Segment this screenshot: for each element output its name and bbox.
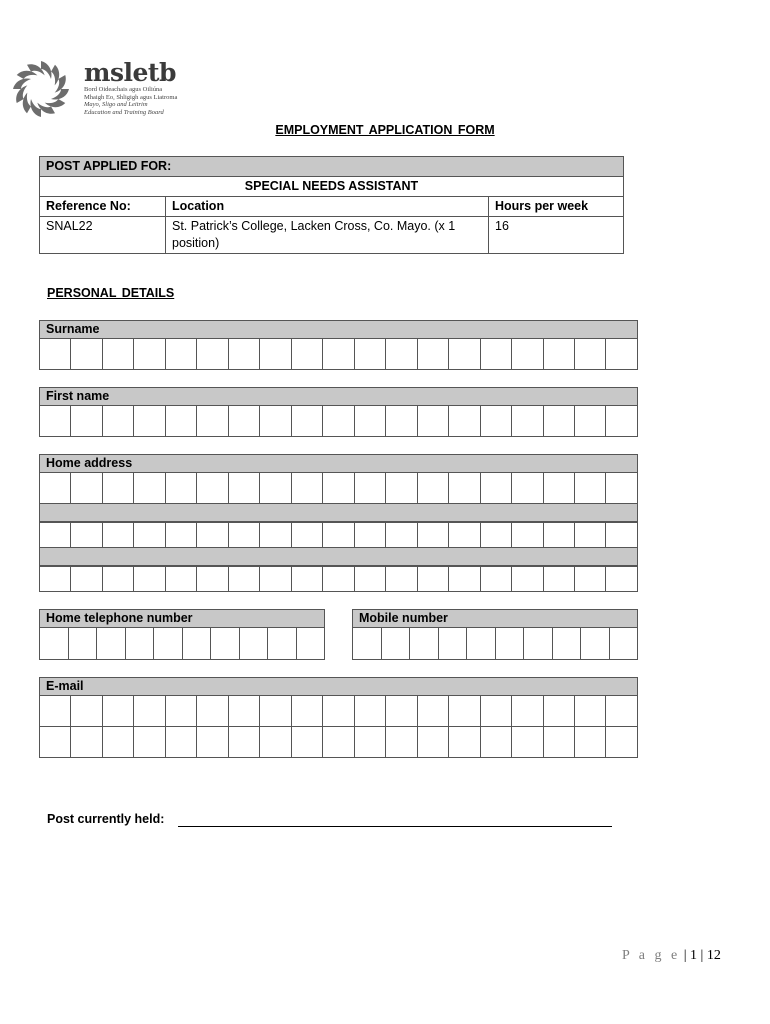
mobile-input[interactable] <box>352 628 638 660</box>
char-box[interactable] <box>166 696 197 727</box>
first-name-input[interactable] <box>39 406 638 437</box>
char-box[interactable] <box>544 696 575 727</box>
email-input-line-1[interactable] <box>39 696 638 727</box>
char-box[interactable] <box>606 522 637 548</box>
char-box[interactable] <box>134 726 165 758</box>
page-separator: | <box>680 948 691 963</box>
char-box[interactable] <box>610 628 639 660</box>
char-box[interactable] <box>40 522 71 548</box>
char-box[interactable] <box>481 406 512 437</box>
personal-details-title: PERSONAL DETAILS <box>47 286 175 300</box>
char-box[interactable] <box>103 473 134 504</box>
char-box[interactable] <box>323 522 354 548</box>
char-box[interactable] <box>40 339 71 370</box>
mobile-label: Mobile number <box>352 609 638 628</box>
char-box[interactable] <box>575 522 606 548</box>
post-currently-held-label: Post currently held: <box>47 812 165 826</box>
char-box[interactable] <box>355 406 386 437</box>
char-box[interactable] <box>386 696 417 727</box>
char-box[interactable] <box>575 566 606 592</box>
char-box[interactable] <box>292 339 323 370</box>
char-box[interactable] <box>166 522 197 548</box>
page-number <box>622 948 721 964</box>
char-box[interactable] <box>382 628 411 660</box>
char-box[interactable] <box>575 696 606 727</box>
char-box[interactable] <box>260 473 291 504</box>
address-separator <box>39 503 638 522</box>
char-box[interactable] <box>575 473 606 504</box>
post-currently-held-input[interactable] <box>178 826 612 827</box>
post-applied-table <box>39 156 624 254</box>
char-box[interactable] <box>229 696 260 727</box>
char-box[interactable] <box>40 726 71 758</box>
home-telephone-label: Home telephone number <box>39 609 325 628</box>
char-box[interactable] <box>292 566 323 592</box>
char-box[interactable] <box>418 473 449 504</box>
char-box[interactable] <box>575 726 606 758</box>
char-box[interactable] <box>553 628 582 660</box>
char-box[interactable] <box>71 522 102 548</box>
char-box[interactable] <box>449 726 480 758</box>
reference-header: Reference No: <box>40 197 166 217</box>
char-box[interactable] <box>481 339 512 370</box>
char-box[interactable] <box>71 339 102 370</box>
char-box[interactable] <box>606 696 637 727</box>
home-address-line-2[interactable] <box>39 522 638 548</box>
char-box[interactable] <box>260 522 291 548</box>
char-box[interactable] <box>355 696 386 727</box>
logo-name: msletb <box>84 58 176 87</box>
char-box[interactable] <box>355 566 386 592</box>
email-label: E-mail <box>39 677 638 696</box>
char-box[interactable] <box>240 628 269 660</box>
char-box[interactable] <box>229 473 260 504</box>
char-box[interactable] <box>197 696 228 727</box>
reference-value: SNAL22 <box>40 217 166 254</box>
char-box[interactable] <box>297 628 326 660</box>
char-box[interactable] <box>126 628 155 660</box>
char-box[interactable] <box>481 696 512 727</box>
char-box[interactable] <box>355 473 386 504</box>
home-address-label: Home address <box>39 454 638 473</box>
char-box[interactable] <box>197 406 228 437</box>
char-box[interactable] <box>449 339 480 370</box>
char-box[interactable] <box>69 628 98 660</box>
char-box[interactable] <box>386 566 417 592</box>
char-box[interactable] <box>512 406 543 437</box>
char-box[interactable] <box>197 473 228 504</box>
char-box[interactable] <box>323 566 354 592</box>
char-box[interactable] <box>496 628 525 660</box>
char-box[interactable] <box>197 522 228 548</box>
char-box[interactable] <box>134 406 165 437</box>
char-box[interactable] <box>512 696 543 727</box>
char-box[interactable] <box>292 726 323 758</box>
form-title: EMPLOYMENT APPLICATION FORM <box>275 123 495 137</box>
char-box[interactable] <box>197 726 228 758</box>
char-box[interactable] <box>103 696 134 727</box>
char-box[interactable] <box>292 696 323 727</box>
char-box[interactable] <box>481 726 512 758</box>
char-box[interactable] <box>229 522 260 548</box>
char-box[interactable] <box>386 473 417 504</box>
char-box[interactable] <box>229 339 260 370</box>
char-box[interactable] <box>40 473 71 504</box>
char-box[interactable] <box>544 566 575 592</box>
char-box[interactable] <box>449 696 480 727</box>
char-box[interactable] <box>166 566 197 592</box>
char-box[interactable] <box>268 628 297 660</box>
char-box[interactable] <box>71 566 102 592</box>
char-box[interactable] <box>292 406 323 437</box>
char-box[interactable] <box>512 339 543 370</box>
char-box[interactable] <box>467 628 496 660</box>
char-box[interactable] <box>260 566 291 592</box>
char-box[interactable] <box>418 406 449 437</box>
home-telephone-input[interactable] <box>39 628 325 660</box>
char-box[interactable] <box>606 566 637 592</box>
logo-subtitle: Bord Oideachais agus Oiliúna Mhaigh Eo, Shligigh agus Liatroma Mayo, Sligo and Leitrim Education and Training Board <box>84 86 178 116</box>
char-box[interactable] <box>581 628 610 660</box>
char-box[interactable] <box>103 406 134 437</box>
char-box[interactable] <box>71 696 102 727</box>
char-box[interactable] <box>71 406 102 437</box>
email-input-line-2[interactable] <box>39 726 638 758</box>
char-box[interactable] <box>40 628 69 660</box>
location-header: Location <box>166 197 489 217</box>
char-box[interactable] <box>481 473 512 504</box>
char-box[interactable] <box>183 628 212 660</box>
char-box[interactable] <box>575 406 606 437</box>
char-box[interactable] <box>154 628 183 660</box>
char-box[interactable] <box>386 522 417 548</box>
char-box[interactable] <box>134 339 165 370</box>
home-address-line-3[interactable] <box>39 566 638 592</box>
post-applied-heading: POST APPLIED FOR: <box>40 157 624 177</box>
char-box[interactable] <box>544 406 575 437</box>
char-box[interactable] <box>418 339 449 370</box>
hours-value: 16 <box>489 217 624 254</box>
char-box[interactable] <box>512 566 543 592</box>
char-box[interactable] <box>260 696 291 727</box>
char-box[interactable] <box>544 726 575 758</box>
char-box[interactable] <box>260 406 291 437</box>
char-box[interactable] <box>418 726 449 758</box>
char-box[interactable] <box>134 566 165 592</box>
char-box[interactable] <box>512 473 543 504</box>
char-box[interactable] <box>418 522 449 548</box>
char-box[interactable] <box>449 406 480 437</box>
char-box[interactable] <box>40 566 71 592</box>
char-box[interactable] <box>71 726 102 758</box>
char-box[interactable] <box>166 473 197 504</box>
char-box[interactable] <box>449 473 480 504</box>
char-box[interactable] <box>606 339 637 370</box>
char-box[interactable] <box>355 522 386 548</box>
char-box[interactable] <box>229 726 260 758</box>
char-box[interactable] <box>166 339 197 370</box>
char-box[interactable] <box>323 473 354 504</box>
char-box[interactable] <box>229 406 260 437</box>
char-box[interactable] <box>544 522 575 548</box>
hours-header: Hours per week <box>489 197 624 217</box>
surname-input[interactable] <box>39 339 638 370</box>
char-box[interactable] <box>134 473 165 504</box>
char-box[interactable] <box>292 522 323 548</box>
char-box[interactable] <box>355 339 386 370</box>
char-box[interactable] <box>260 726 291 758</box>
page-total: 12 <box>706 948 721 963</box>
char-box[interactable] <box>134 522 165 548</box>
home-address-line-1[interactable] <box>39 473 638 504</box>
char-box[interactable] <box>606 406 637 437</box>
char-box[interactable] <box>103 522 134 548</box>
char-box[interactable] <box>260 339 291 370</box>
char-box[interactable] <box>197 566 228 592</box>
char-box[interactable] <box>292 473 323 504</box>
char-box[interactable] <box>323 696 354 727</box>
char-box[interactable] <box>481 566 512 592</box>
char-box[interactable] <box>166 726 197 758</box>
char-box[interactable] <box>575 339 606 370</box>
char-box[interactable] <box>323 726 354 758</box>
char-box[interactable] <box>386 406 417 437</box>
surname-label: Surname <box>39 320 638 339</box>
char-box[interactable] <box>544 473 575 504</box>
msletb-logo-icon <box>8 58 74 120</box>
char-box[interactable] <box>355 726 386 758</box>
char-box[interactable] <box>229 566 260 592</box>
char-box[interactable] <box>386 339 417 370</box>
char-box[interactable] <box>103 566 134 592</box>
char-box[interactable] <box>323 406 354 437</box>
char-box[interactable] <box>134 696 165 727</box>
first-name-label: First name <box>39 387 638 406</box>
char-box[interactable] <box>439 628 468 660</box>
char-box[interactable] <box>606 726 637 758</box>
page-separator: | <box>697 948 707 963</box>
char-box[interactable] <box>512 522 543 548</box>
char-box[interactable] <box>211 628 240 660</box>
char-box[interactable] <box>606 473 637 504</box>
char-box[interactable] <box>418 696 449 727</box>
char-box[interactable] <box>386 726 417 758</box>
char-box[interactable] <box>103 726 134 758</box>
char-box[interactable] <box>524 628 553 660</box>
char-box[interactable] <box>323 339 354 370</box>
char-box[interactable] <box>40 406 71 437</box>
char-box[interactable] <box>449 566 480 592</box>
char-box[interactable] <box>353 628 382 660</box>
position-name: SPECIAL NEEDS ASSISTANT <box>40 177 624 197</box>
char-box[interactable] <box>197 339 228 370</box>
char-box[interactable] <box>40 696 71 727</box>
address-separator <box>39 547 638 566</box>
char-box[interactable] <box>481 522 512 548</box>
char-box[interactable] <box>166 406 197 437</box>
char-box[interactable] <box>544 339 575 370</box>
char-box[interactable] <box>418 566 449 592</box>
char-box[interactable] <box>97 628 126 660</box>
char-box[interactable] <box>71 473 102 504</box>
char-box[interactable] <box>449 522 480 548</box>
char-box[interactable] <box>103 339 134 370</box>
page-word: P a g e <box>622 948 681 963</box>
page-current: 1 <box>690 948 698 963</box>
char-box[interactable] <box>512 726 543 758</box>
char-box[interactable] <box>410 628 439 660</box>
location-value: St. Patrick’s College, Lacken Cross, Co. Mayo. (x 1 position) <box>166 217 489 254</box>
